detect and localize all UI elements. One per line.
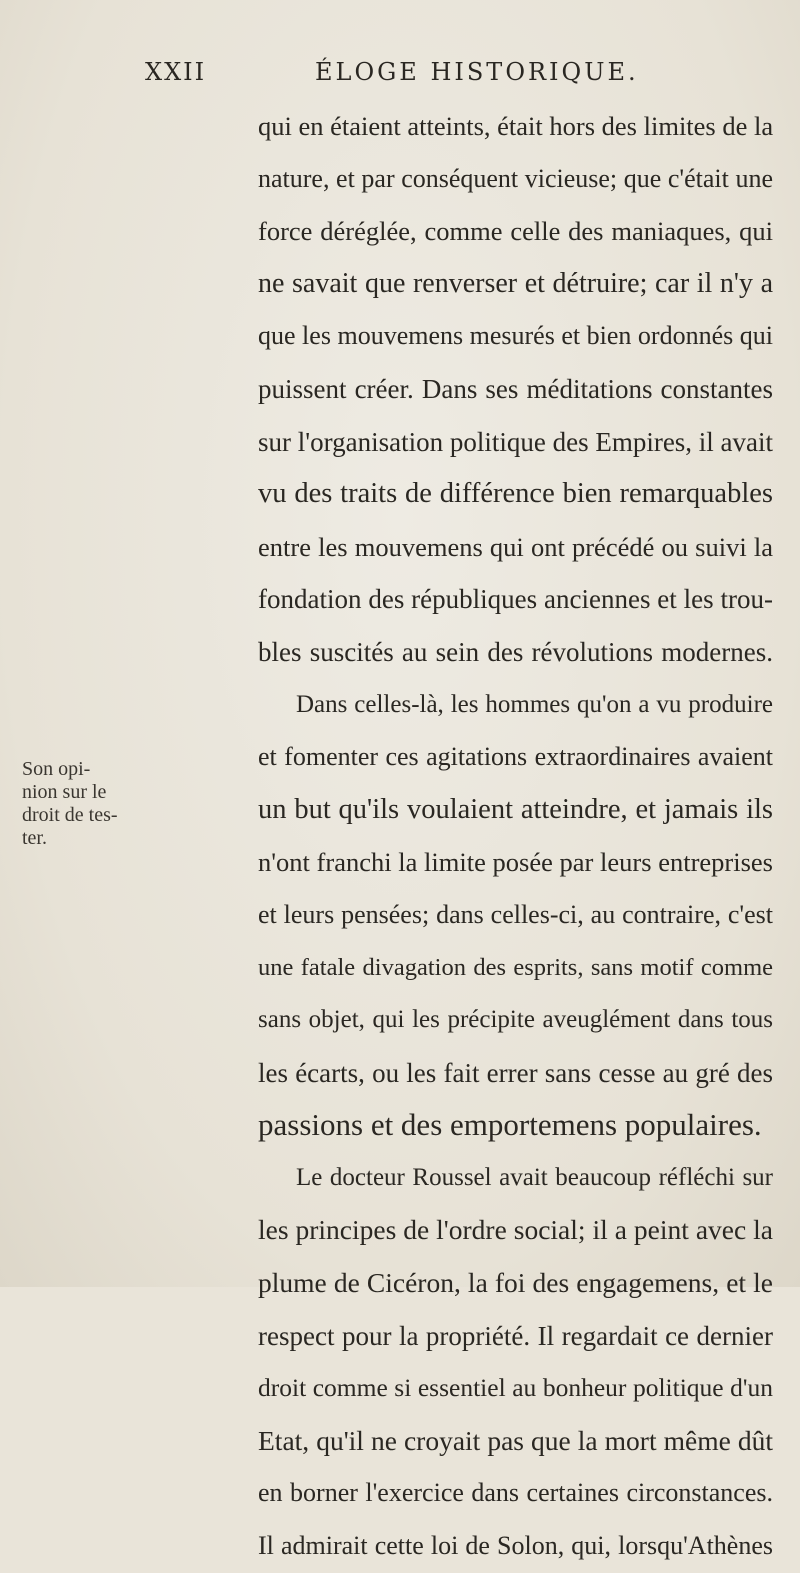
text-line: n'ont franchi la limite posée par leurs entreprises	[258, 847, 773, 878]
margin-note-line: Son opi-	[22, 758, 91, 780]
text-line: et leurs pensées; dans celles-ci, au contraire, c'est	[258, 899, 773, 929]
text-line: entre les mouvemens qui ont précédé ou suivi la	[258, 531, 773, 562]
text-line: Etat, qu'il ne croyait pas que la mort même dût	[258, 1424, 773, 1456]
text-line: puissent créer. Dans ses méditations constantes	[258, 373, 773, 404]
page-header	[145, 58, 665, 98]
text-line: en borner l'exercice dans certaines circonstances.	[258, 1478, 773, 1508]
page-number: XXII	[145, 58, 207, 86]
text-line: et fomenter ces agitations extraordinaires avaient	[258, 742, 773, 772]
text-line: une fatale divagation des esprits, sans motif comme	[258, 953, 773, 981]
text-line: Il admirait cette loi de Solon, qui, lorsqu'Athènes	[258, 1531, 773, 1561]
text-line: les écarts, ou les fait errer sans cesse au gré des	[258, 1057, 773, 1088]
text-line: ne savait que renverser et détruire; car il n'y a	[258, 267, 773, 299]
text-line: Le docteur Roussel avait beaucoup réfléchi sur	[296, 1163, 773, 1191]
running-title: ÉLOGE HISTORIQUE.	[315, 58, 639, 86]
text-line: que les mouvemens mesurés et bien ordonnés qui	[258, 321, 773, 351]
text-line: passions et des emportemens populaires.	[258, 1107, 762, 1143]
text-line: les principes de l'ordre social; il a peint avec la	[258, 1214, 773, 1246]
margin-note-line: ter.	[22, 827, 47, 849]
margin-note	[22, 758, 132, 850]
text-line: sans objet, qui les précipite aveuglément dans tous	[258, 1006, 773, 1034]
margin-note-line: droit de tes-	[22, 804, 118, 826]
text-line: nature, et par conséquent vicieuse; que c'était une	[258, 163, 773, 193]
text-line: fondation des républiques anciennes et les trou-	[258, 584, 773, 615]
text-line: plume de Cicéron, la foi des engagemens, et le	[258, 1267, 773, 1299]
text-line: un but qu'ils voulaient atteindre, et jamais ils	[258, 793, 773, 825]
text-line: droit comme si essentiel au bonheur politique d'un	[258, 1373, 773, 1403]
text-line: bles suscités au sein des révolutions modernes.	[258, 636, 773, 667]
body-text	[258, 100, 773, 1573]
text-line: Dans celles-là, les hommes qu'on a vu produire	[296, 690, 773, 718]
text-line: qui en étaient atteints, était hors des limites de la	[258, 111, 774, 141]
margin-note-line: nion sur le	[22, 781, 107, 803]
text-line: force déréglée, comme celle des maniaques, qui	[258, 216, 773, 247]
text-line: respect pour la propriété. Il regardait ce dernier	[258, 1320, 773, 1351]
text-line: sur l'organisation politique des Empires, il avait	[258, 426, 774, 457]
text-line: vu des traits de différence bien remarquables	[258, 478, 773, 510]
